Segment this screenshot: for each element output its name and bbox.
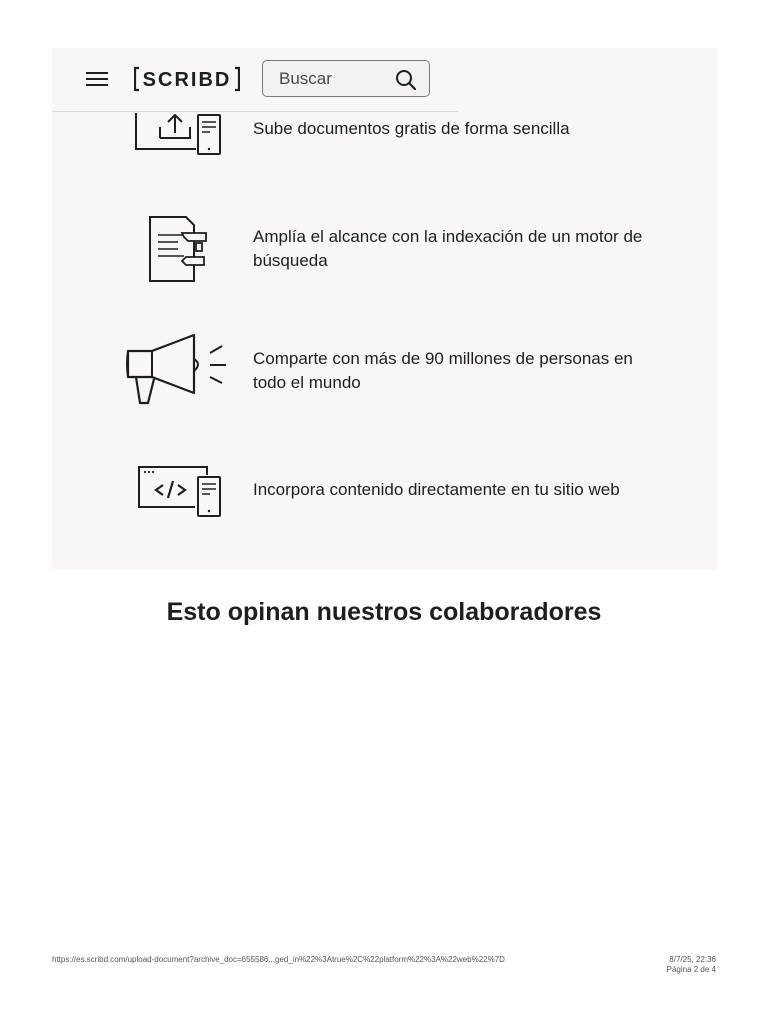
scribd-logo[interactable]	[134, 65, 240, 93]
logo-text: SCRIBD	[142, 69, 232, 91]
feature-text-indexing: Amplía el alcance con la indexación de un motor de búsqueda	[253, 227, 643, 270]
megaphone-icon	[124, 333, 232, 407]
search-box	[262, 60, 430, 97]
upload-document-icon	[134, 103, 224, 158]
feature-item-share	[52, 333, 717, 408]
feature-text-share: Comparte con más de 90 millones de personas en todo el mundo	[253, 349, 633, 392]
feature-item-indexing	[52, 213, 717, 288]
footer-datetime: 8/7/25, 22:36	[669, 955, 716, 964]
search-input[interactable]	[279, 68, 389, 90]
features-panel	[52, 48, 717, 570]
search-index-document-icon	[148, 215, 210, 283]
hamburger-menu-icon[interactable]	[86, 72, 108, 88]
feature-text-upload: Sube documentos gratis de forma sencilla	[253, 119, 570, 138]
feature-text-embed: Incorpora contenido directamente en tu sitio web	[253, 480, 620, 499]
feature-item-embed	[52, 460, 717, 520]
footer-meta	[667, 955, 716, 975]
search-icon[interactable]	[395, 69, 417, 91]
footer-url: https://es.scribd.com/upload-document?archive_doc=655586...ged_in%22%3Atrue%2C%22platform%22%3A%22web%22%7D	[52, 955, 505, 964]
feature-item-upload	[52, 103, 717, 163]
footer-page-number: Página 2 de 4	[666, 965, 716, 974]
embed-code-icon	[135, 463, 223, 519]
section-heading: Esto opinan nuestros colaboradores	[166, 598, 602, 626]
